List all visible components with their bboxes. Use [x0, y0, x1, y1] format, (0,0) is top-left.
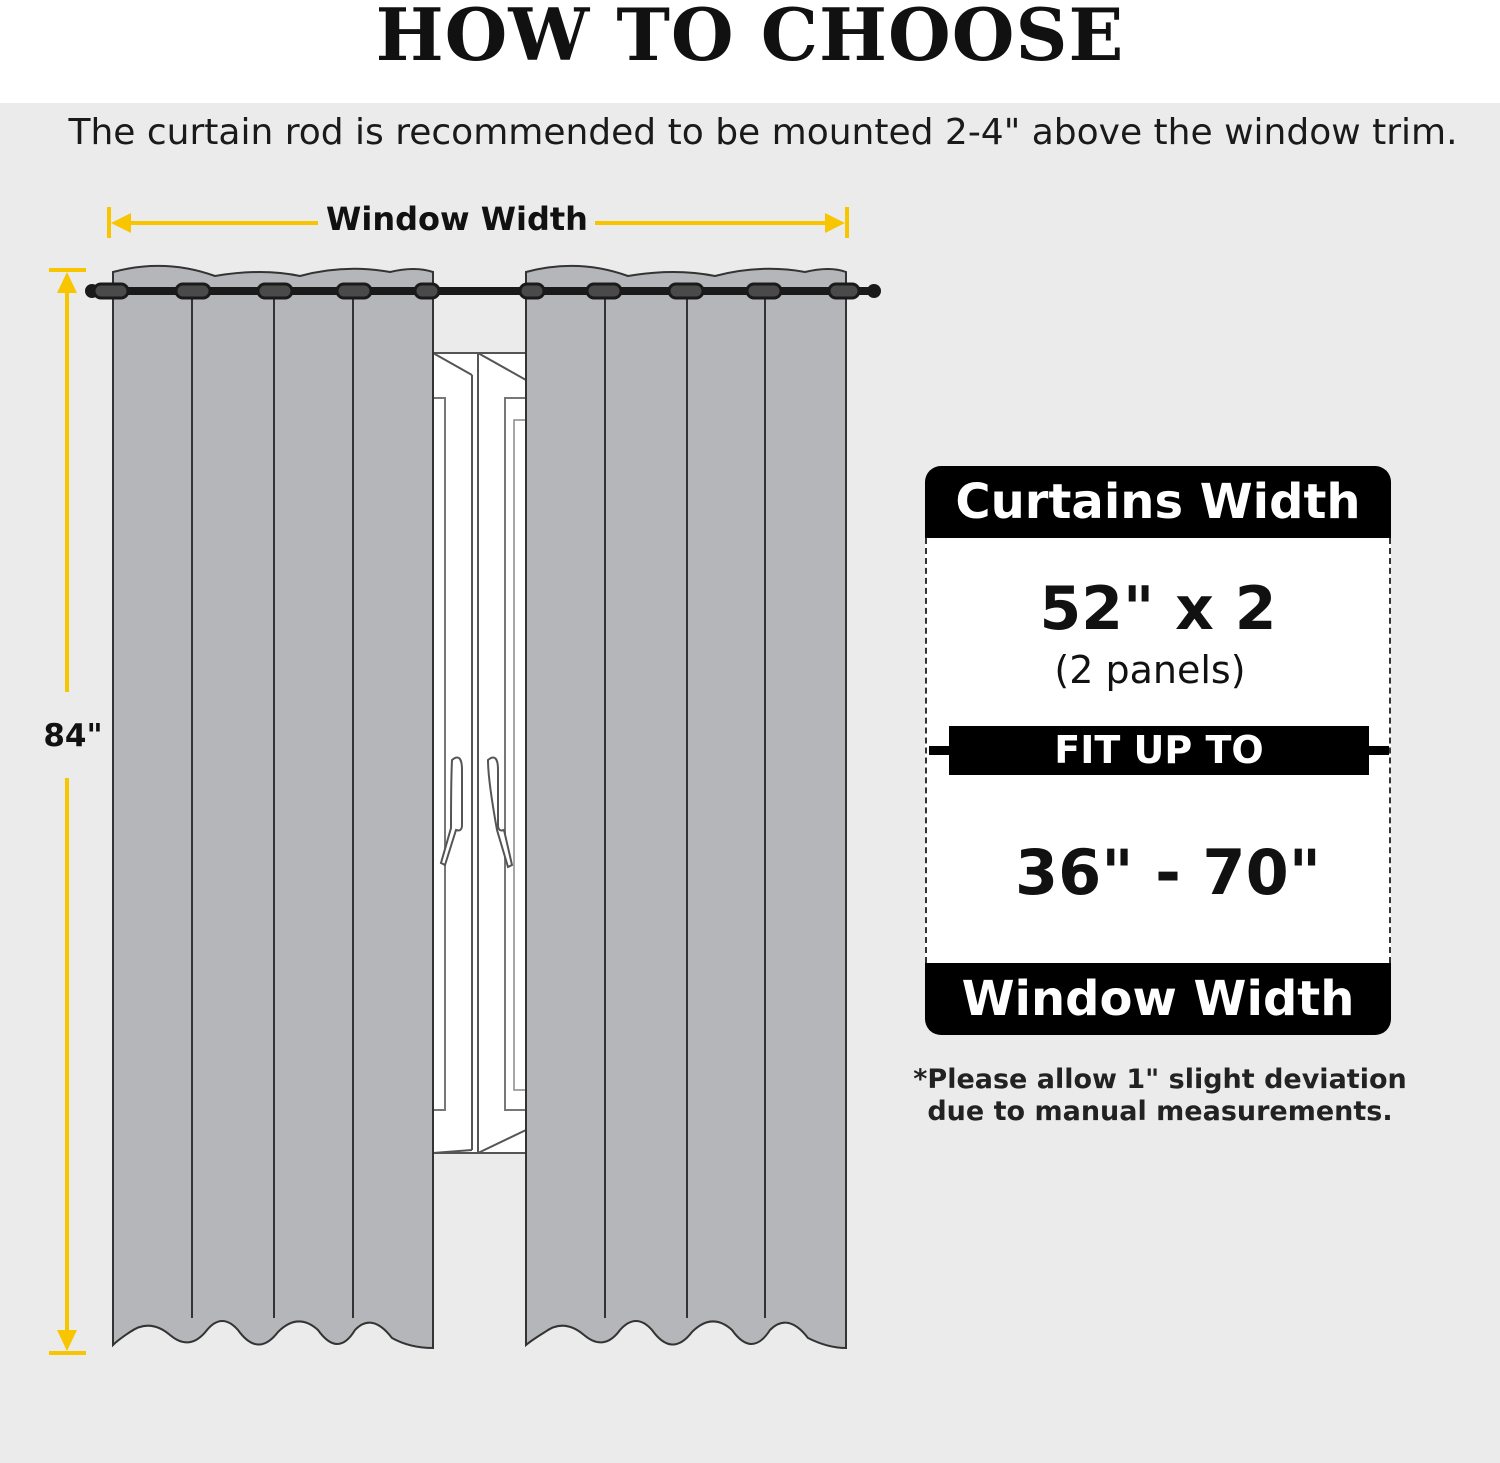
- right-curtain-panel: [526, 266, 846, 1348]
- window-width-footer: Window Width: [925, 963, 1391, 1035]
- curtains-width-heading: Curtains Width: [925, 466, 1391, 538]
- curtain-height-label: 84": [43, 718, 103, 754]
- panel-count: (2 panels): [1054, 648, 1246, 692]
- window-width-range: 36" - 70": [1014, 836, 1322, 909]
- deviation-note-line-2: due to manual measurements.: [927, 1096, 1393, 1127]
- size-info-card: [925, 466, 1391, 1035]
- height-dimension-arrow: [49, 270, 86, 1353]
- window-width-label: Window Width: [326, 200, 588, 238]
- deviation-note: [905, 1064, 1415, 1128]
- page-title: HOW TO CHOOSE: [375, 0, 1125, 77]
- left-curtain-panel: [113, 266, 433, 1348]
- fit-up-to-label: FIT UP TO: [949, 726, 1369, 775]
- curtain-size-value: 52" x 2: [1039, 574, 1277, 644]
- deviation-note-line-1: *Please allow 1" slight deviation: [913, 1064, 1407, 1095]
- mounting-instruction: The curtain rod is recommended to be mounted 2-4" above the window trim.: [68, 112, 1458, 153]
- window-illustration: [433, 353, 526, 1153]
